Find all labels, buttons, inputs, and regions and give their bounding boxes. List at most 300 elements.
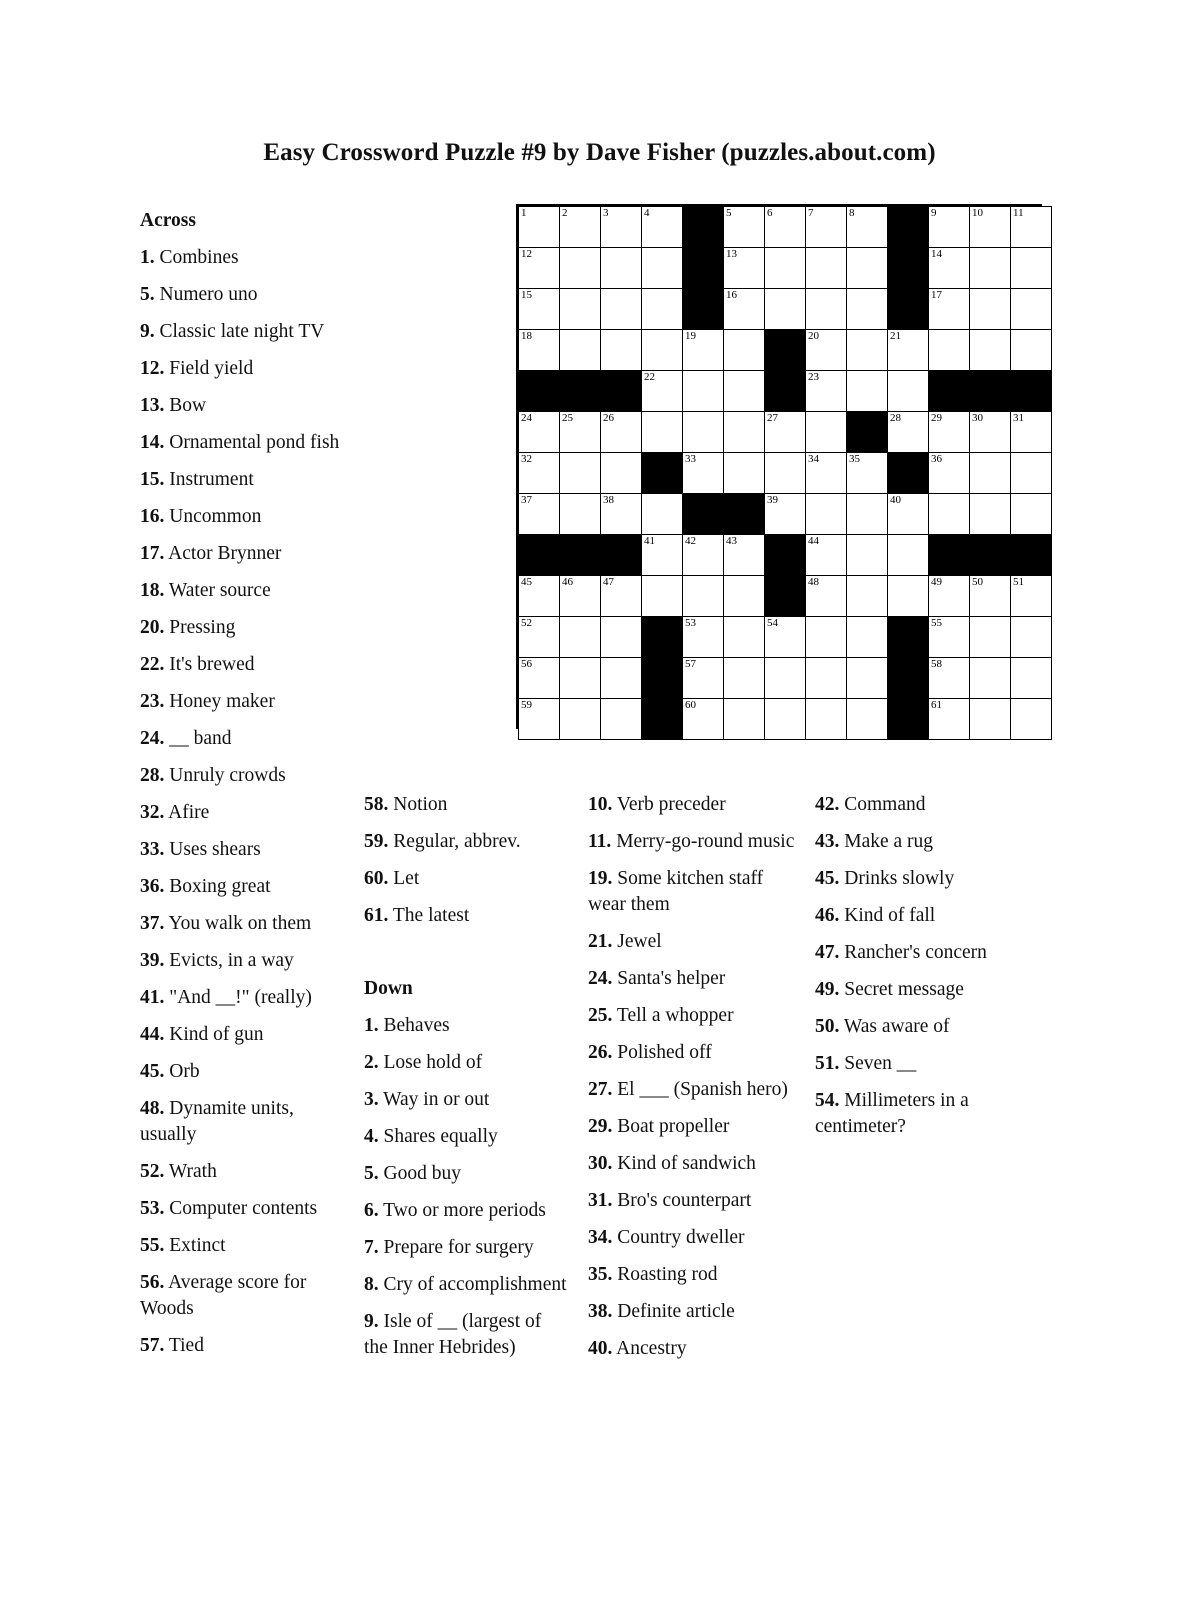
- grid-row: [519, 576, 1052, 617]
- grid-cell[interactable]: [806, 207, 847, 248]
- grid-cell[interactable]: [560, 576, 601, 617]
- down-clue: [815, 792, 1025, 818]
- grid-cell[interactable]: [683, 412, 724, 453]
- clue-number: 47.: [815, 942, 840, 963]
- grid-cell-number: 61: [931, 699, 942, 711]
- grid-cell[interactable]: [560, 494, 601, 535]
- clue-number: 9.: [364, 1311, 379, 1332]
- across-clue: [140, 430, 355, 456]
- grid-cell[interactable]: [683, 699, 724, 740]
- grid-cell[interactable]: [970, 248, 1011, 289]
- grid-cell[interactable]: [888, 576, 929, 617]
- grid-cell[interactable]: [929, 330, 970, 371]
- down-clue: [815, 1088, 1025, 1140]
- clue-text: Evicts, in a way: [164, 950, 294, 971]
- clue-text: Numero uno: [154, 284, 258, 305]
- clue-text: __ band: [164, 728, 232, 749]
- clue-number: 20.: [140, 617, 165, 638]
- grid-cell-number: 48: [808, 576, 819, 588]
- grid-cell-block: [888, 658, 929, 699]
- down-clue: [588, 1151, 798, 1177]
- grid-cell-number: 52: [521, 617, 532, 629]
- grid-cell[interactable]: [724, 330, 765, 371]
- grid-cell-number: 11: [1013, 207, 1024, 219]
- clue-text: Command: [839, 794, 926, 815]
- clue-text: Combines: [154, 247, 239, 268]
- grid-cell[interactable]: [642, 535, 683, 576]
- grid-cell-block: [560, 535, 601, 576]
- across-clue: [140, 467, 355, 493]
- grid-cell[interactable]: [929, 248, 970, 289]
- grid-cell[interactable]: [929, 494, 970, 535]
- grid-cell-number: 40: [890, 494, 901, 506]
- grid-cell[interactable]: [847, 371, 888, 412]
- grid-cell-number: 22: [644, 371, 655, 383]
- grid-cell-number: 6: [767, 207, 773, 219]
- grid-cell[interactable]: [970, 453, 1011, 494]
- grid-cell[interactable]: [601, 248, 642, 289]
- grid-cell[interactable]: [806, 412, 847, 453]
- clue-number: 51.: [815, 1053, 840, 1074]
- grid-cell-number: 46: [562, 576, 573, 588]
- clue-column-3: [588, 792, 798, 1373]
- grid-cell[interactable]: [560, 412, 601, 453]
- grid-cell-number: 32: [521, 453, 532, 465]
- grid-cell-block: [888, 248, 929, 289]
- grid-cell-block: [642, 658, 683, 699]
- grid-cell[interactable]: [683, 617, 724, 658]
- grid-cell-number: 14: [931, 248, 942, 260]
- grid-cell[interactable]: [888, 412, 929, 453]
- grid-cell[interactable]: [519, 248, 560, 289]
- grid-cell[interactable]: [970, 576, 1011, 617]
- grid-cell[interactable]: [1011, 576, 1052, 617]
- grid-cell[interactable]: [888, 330, 929, 371]
- down-clue: [815, 903, 1025, 929]
- grid-cell-block: [929, 371, 970, 412]
- crossword-grid-table[interactable]: [518, 206, 1052, 740]
- grid-cell[interactable]: [765, 699, 806, 740]
- clue-number: 24.: [588, 968, 613, 989]
- grid-cell[interactable]: [601, 576, 642, 617]
- grid-cell[interactable]: [970, 494, 1011, 535]
- grid-cell[interactable]: [847, 494, 888, 535]
- grid-cell[interactable]: [765, 412, 806, 453]
- grid-cell[interactable]: [765, 494, 806, 535]
- across-clue: [140, 245, 355, 271]
- down-clue: [815, 866, 1025, 892]
- grid-cell[interactable]: [724, 248, 765, 289]
- grid-cell[interactable]: [765, 289, 806, 330]
- clue-text: Actor Brynner: [164, 543, 282, 564]
- clue-number: 12.: [140, 358, 165, 379]
- grid-cell[interactable]: [847, 658, 888, 699]
- grid-cell[interactable]: [929, 576, 970, 617]
- grid-cell[interactable]: [806, 289, 847, 330]
- clue-number: 21.: [588, 931, 613, 952]
- across-clue: [140, 541, 355, 567]
- grid-cell[interactable]: [642, 330, 683, 371]
- grid-cell[interactable]: [847, 207, 888, 248]
- grid-cell-number: 12: [521, 248, 532, 260]
- clue-number: 38.: [588, 1301, 613, 1322]
- down-clue: [364, 1161, 569, 1187]
- down-clue: [588, 1040, 798, 1066]
- grid-cell[interactable]: [765, 617, 806, 658]
- clue-text: Definite article: [612, 1301, 735, 1322]
- grid-cell[interactable]: [888, 371, 929, 412]
- clue-number: 36.: [140, 876, 165, 897]
- clue-text: Unruly crowds: [164, 765, 286, 786]
- clue-text: Kind of fall: [839, 905, 936, 926]
- grid-cell[interactable]: [1011, 330, 1052, 371]
- clue-text: Kind of gun: [164, 1024, 264, 1045]
- grid-cell-number: 35: [849, 453, 860, 465]
- grid-cell[interactable]: [1011, 617, 1052, 658]
- clue-text: El ___ (Spanish hero): [612, 1079, 788, 1100]
- grid-cell[interactable]: [642, 371, 683, 412]
- grid-cell[interactable]: [929, 699, 970, 740]
- grid-cell[interactable]: [1011, 248, 1052, 289]
- grid-cell-block: [683, 289, 724, 330]
- down-clue: [588, 929, 798, 955]
- grid-cell[interactable]: [560, 453, 601, 494]
- grid-cell-number: 47: [603, 576, 614, 588]
- grid-cell[interactable]: [1011, 658, 1052, 699]
- clue-text: Afire: [164, 802, 210, 823]
- clue-text: Drinks slowly: [839, 868, 955, 889]
- across-heading: Across: [140, 210, 196, 231]
- clue-number: 34.: [588, 1227, 613, 1248]
- clue-text: Make a rug: [839, 831, 934, 852]
- grid-cell[interactable]: [601, 453, 642, 494]
- clue-number: 45.: [815, 868, 840, 889]
- grid-cell[interactable]: [601, 494, 642, 535]
- grid-cell-block: [847, 412, 888, 453]
- grid-cell[interactable]: [683, 658, 724, 699]
- across-clue: [140, 578, 355, 604]
- grid-cell[interactable]: [929, 289, 970, 330]
- clue-number: 14.: [140, 432, 165, 453]
- grid-cell[interactable]: [683, 371, 724, 412]
- clue-number: 40.: [588, 1338, 613, 1359]
- grid-cell-number: 53: [685, 617, 696, 629]
- grid-cell[interactable]: [601, 289, 642, 330]
- grid-cell[interactable]: [888, 535, 929, 576]
- clue-number: 16.: [140, 506, 165, 527]
- clue-number: 5.: [140, 284, 155, 305]
- grid-cell[interactable]: [724, 412, 765, 453]
- clue-text: Boxing great: [164, 876, 271, 897]
- grid-cell[interactable]: [806, 248, 847, 289]
- grid-cell-block: [601, 371, 642, 412]
- clue-text: Dynamite units, usually: [140, 1098, 294, 1145]
- clue-number: 61.: [364, 905, 389, 926]
- grid-cell[interactable]: [560, 617, 601, 658]
- across-clue: [140, 1233, 355, 1259]
- grid-row: [519, 699, 1052, 740]
- clue-number: 22.: [140, 654, 165, 675]
- clue-text: Tell a whopper: [612, 1005, 734, 1026]
- grid-row: [519, 535, 1052, 576]
- clue-number: 25.: [588, 1005, 613, 1026]
- grid-cell[interactable]: [519, 576, 560, 617]
- clue-number: 50.: [815, 1016, 840, 1037]
- grid-cell[interactable]: [970, 617, 1011, 658]
- grid-cell[interactable]: [724, 535, 765, 576]
- grid-cell[interactable]: [724, 207, 765, 248]
- down-clue: [588, 792, 798, 818]
- grid-cell[interactable]: [806, 535, 847, 576]
- clue-column-2: [364, 792, 569, 1372]
- grid-cell[interactable]: [806, 658, 847, 699]
- grid-cell[interactable]: [560, 658, 601, 699]
- grid-cell-number: 7: [808, 207, 814, 219]
- down-clue: [588, 1114, 798, 1140]
- grid-cell-block: [765, 535, 806, 576]
- clue-text: Way in or out: [378, 1089, 490, 1110]
- clue-number: 46.: [815, 905, 840, 926]
- grid-cell-number: 23: [808, 371, 819, 383]
- grid-cell[interactable]: [847, 453, 888, 494]
- clue-number: 6.: [364, 1200, 379, 1221]
- grid-cell[interactable]: [519, 330, 560, 371]
- grid-cell[interactable]: [642, 494, 683, 535]
- grid-cell[interactable]: [806, 494, 847, 535]
- grid-cell-number: 39: [767, 494, 778, 506]
- grid-cell[interactable]: [642, 207, 683, 248]
- grid-cell[interactable]: [847, 699, 888, 740]
- grid-cell[interactable]: [929, 207, 970, 248]
- grid-cell[interactable]: [601, 658, 642, 699]
- grid-cell[interactable]: [519, 658, 560, 699]
- grid-cell[interactable]: [1011, 494, 1052, 535]
- grid-cell[interactable]: [724, 371, 765, 412]
- clue-number: 33.: [140, 839, 165, 860]
- crossword-grid[interactable]: [516, 204, 1042, 729]
- clue-number: 32.: [140, 802, 165, 823]
- clue-number: 59.: [364, 831, 389, 852]
- grid-cell-number: 43: [726, 535, 737, 547]
- clue-number: 5.: [364, 1163, 379, 1184]
- grid-cell-block: [683, 248, 724, 289]
- clue-number: 13.: [140, 395, 165, 416]
- clue-number: 56.: [140, 1272, 165, 1293]
- grid-cell[interactable]: [970, 330, 1011, 371]
- grid-cell[interactable]: [765, 658, 806, 699]
- clue-text: Secret message: [839, 979, 964, 1000]
- clue-text: Honey maker: [164, 691, 275, 712]
- clue-text: Bow: [164, 395, 207, 416]
- grid-cell[interactable]: [847, 576, 888, 617]
- clue-text: Lose hold of: [378, 1052, 483, 1073]
- clue-text: Two or more periods: [378, 1200, 546, 1221]
- clue-text: Field yield: [164, 358, 254, 379]
- grid-cell[interactable]: [642, 248, 683, 289]
- across-clue: [140, 874, 355, 900]
- grid-cell[interactable]: [806, 371, 847, 412]
- grid-cell[interactable]: [724, 617, 765, 658]
- clue-column-4: [815, 792, 1025, 1151]
- grid-cell[interactable]: [765, 248, 806, 289]
- grid-cell-block: [765, 576, 806, 617]
- clue-number: 10.: [588, 794, 613, 815]
- grid-cell[interactable]: [929, 453, 970, 494]
- clue-text: Computer contents: [164, 1198, 318, 1219]
- clue-text: Let: [388, 868, 420, 889]
- grid-cell[interactable]: [519, 207, 560, 248]
- grid-cell[interactable]: [601, 699, 642, 740]
- across-clue: [140, 393, 355, 419]
- down-clue: [364, 1272, 569, 1298]
- grid-cell-number: 30: [972, 412, 983, 424]
- across-clue: [140, 319, 355, 345]
- across-clue: [140, 1022, 355, 1048]
- grid-cell[interactable]: [601, 330, 642, 371]
- page-title: Easy Crossword Puzzle #9 by Dave Fisher (puzzles.about.com): [263, 139, 936, 166]
- down-clue: [588, 866, 798, 918]
- across-clue: [140, 985, 355, 1011]
- grid-cell[interactable]: [519, 289, 560, 330]
- grid-cell[interactable]: [1011, 207, 1052, 248]
- grid-cell[interactable]: [642, 412, 683, 453]
- grid-cell[interactable]: [724, 289, 765, 330]
- grid-cell[interactable]: [847, 289, 888, 330]
- grid-cell[interactable]: [519, 453, 560, 494]
- grid-cell-block: [888, 699, 929, 740]
- grid-cell-block: [1011, 535, 1052, 576]
- down-clue: [588, 1262, 798, 1288]
- across-clue: [140, 800, 355, 826]
- grid-cell[interactable]: [724, 576, 765, 617]
- grid-cell[interactable]: [642, 576, 683, 617]
- grid-cell[interactable]: [519, 699, 560, 740]
- down-clue: [364, 1198, 569, 1224]
- grid-cell-number: 24: [521, 412, 532, 424]
- grid-cell[interactable]: [560, 330, 601, 371]
- grid-cell[interactable]: [929, 658, 970, 699]
- across-clue: [364, 903, 569, 929]
- grid-cell[interactable]: [1011, 453, 1052, 494]
- grid-cell[interactable]: [806, 617, 847, 658]
- grid-cell[interactable]: [683, 453, 724, 494]
- clue-text: Merry-go-round music: [611, 831, 795, 852]
- grid-cell[interactable]: [560, 699, 601, 740]
- grid-cell[interactable]: [806, 576, 847, 617]
- grid-cell-block: [888, 453, 929, 494]
- down-clue: [588, 829, 798, 855]
- grid-cell-block: [519, 535, 560, 576]
- grid-cell[interactable]: [1011, 289, 1052, 330]
- grid-cell[interactable]: [847, 617, 888, 658]
- grid-row: [519, 289, 1052, 330]
- grid-cell[interactable]: [970, 207, 1011, 248]
- down-clue: [815, 940, 1025, 966]
- grid-cell-block: [970, 371, 1011, 412]
- grid-cell[interactable]: [601, 207, 642, 248]
- grid-cell[interactable]: [560, 207, 601, 248]
- grid-cell[interactable]: [806, 699, 847, 740]
- clue-number: 60.: [364, 868, 389, 889]
- clue-number: 18.: [140, 580, 165, 601]
- grid-row: [519, 494, 1052, 535]
- grid-cell[interactable]: [519, 617, 560, 658]
- grid-cell-number: 29: [931, 412, 942, 424]
- down-clue: [364, 1013, 569, 1039]
- across-clue: [364, 866, 569, 892]
- clue-number: 24.: [140, 728, 165, 749]
- grid-cell-number: 59: [521, 699, 532, 711]
- grid-cell-number: 33: [685, 453, 696, 465]
- grid-cell[interactable]: [1011, 412, 1052, 453]
- across-clue-list-part1: [140, 245, 355, 1359]
- grid-cell-number: 4: [644, 207, 650, 219]
- grid-cell[interactable]: [847, 330, 888, 371]
- grid-cell-number: 10: [972, 207, 983, 219]
- grid-cell[interactable]: [560, 289, 601, 330]
- grid-cell[interactable]: [642, 289, 683, 330]
- grid-cell[interactable]: [601, 412, 642, 453]
- grid-cell-number: 27: [767, 412, 778, 424]
- grid-cell[interactable]: [806, 330, 847, 371]
- clue-text: Good buy: [378, 1163, 461, 1184]
- down-clue: [588, 966, 798, 992]
- down-clue: [588, 1336, 798, 1362]
- grid-cell[interactable]: [683, 535, 724, 576]
- grid-cell[interactable]: [724, 699, 765, 740]
- grid-cell[interactable]: [929, 617, 970, 658]
- grid-cell[interactable]: [888, 494, 929, 535]
- grid-cell[interactable]: [724, 658, 765, 699]
- clue-text: "And __!" (really): [164, 987, 312, 1008]
- grid-cell[interactable]: [601, 617, 642, 658]
- grid-cell-block: [642, 699, 683, 740]
- grid-cell[interactable]: [970, 289, 1011, 330]
- across-clue: [140, 652, 355, 678]
- grid-cell[interactable]: [847, 248, 888, 289]
- clue-text: You walk on them: [164, 913, 312, 934]
- grid-cell[interactable]: [560, 248, 601, 289]
- grid-cell[interactable]: [929, 412, 970, 453]
- down-clue: [815, 977, 1025, 1003]
- clue-number: 43.: [815, 831, 840, 852]
- clue-number: 37.: [140, 913, 165, 934]
- grid-cell[interactable]: [970, 699, 1011, 740]
- grid-cell[interactable]: [847, 535, 888, 576]
- grid-cell[interactable]: [970, 658, 1011, 699]
- across-clue: [140, 282, 355, 308]
- grid-cell[interactable]: [806, 453, 847, 494]
- grid-cell[interactable]: [683, 330, 724, 371]
- clue-number: 3.: [364, 1089, 379, 1110]
- grid-cell-block: [601, 535, 642, 576]
- grid-cell[interactable]: [519, 494, 560, 535]
- grid-cell[interactable]: [970, 412, 1011, 453]
- clue-text: Uncommon: [164, 506, 262, 527]
- grid-cell[interactable]: [765, 207, 806, 248]
- grid-cell-number: 45: [521, 576, 532, 588]
- clue-text: Boat propeller: [612, 1116, 730, 1137]
- grid-cell[interactable]: [1011, 699, 1052, 740]
- grid-cell-number: 41: [644, 535, 655, 547]
- clue-number: 1.: [140, 247, 155, 268]
- grid-cell[interactable]: [765, 453, 806, 494]
- clue-text: Polished off: [612, 1042, 712, 1063]
- grid-cell[interactable]: [724, 453, 765, 494]
- grid-cell[interactable]: [519, 412, 560, 453]
- clue-number: 45.: [140, 1061, 165, 1082]
- grid-cell[interactable]: [683, 576, 724, 617]
